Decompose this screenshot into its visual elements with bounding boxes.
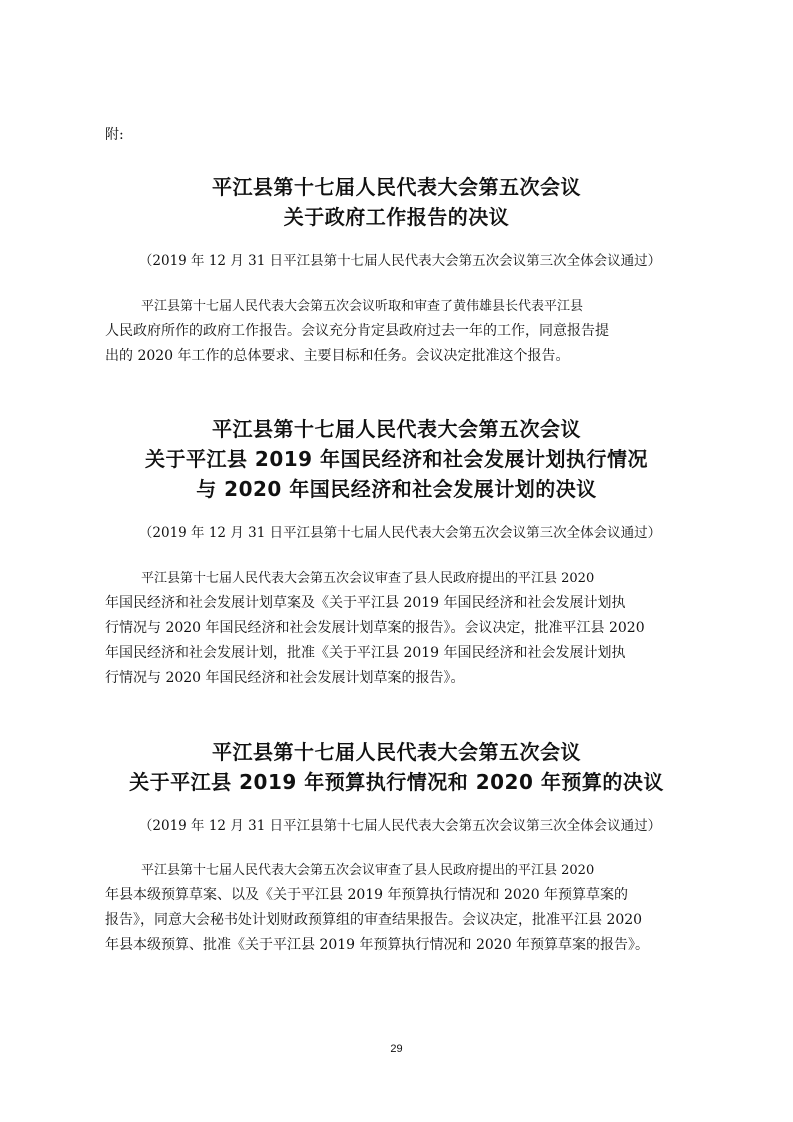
body-line: 行情况与 2020 年国民经济和社会发展计划草案的报告》。 bbox=[105, 670, 465, 686]
section-1-body bbox=[105, 294, 691, 369]
section-3-title bbox=[0, 737, 793, 797]
page-number: 29 bbox=[390, 1043, 403, 1055]
body-line: 年县本级预算草案、以及《关于平江县 2019 年预算执行情况和 2020 年预算草案的 bbox=[105, 887, 629, 903]
title-line: 平江县第十七届人民代表大会第五次会议 bbox=[212, 740, 581, 764]
section-1-title bbox=[0, 172, 793, 232]
body-line: 平江县第十七届人民代表大会第五次会议审查了县人民政府提出的平江县 2020 bbox=[141, 571, 595, 586]
section-3-note: （2019 年 12 月 31 日平江县第十七届人民代表大会第五次会议第三次全体会议通过） bbox=[138, 818, 662, 834]
body-line: 行情况与 2020 年国民经济和社会发展计划草案的报告》。会议决定，批准平江县 2020 bbox=[105, 620, 645, 636]
section-2-body bbox=[105, 566, 691, 691]
title-line: 关于平江县 2019 年国民经济和社会发展计划执行情况 bbox=[144, 447, 649, 471]
body-line: 年县本级预算、批准《关于平江县 2019 年预算执行情况和 2020 年预算草案的报告》。 bbox=[105, 937, 650, 953]
body-line: 年国民经济和社会发展计划，批准《关于平江县 2019 年国民经济和社会发展计划执 bbox=[105, 645, 626, 661]
title-line: 与 2020 年国民经济和社会发展计划的决议 bbox=[196, 477, 597, 501]
title-line: 关于平江县 2019 年预算执行情况和 2020 年预算的决议 bbox=[129, 770, 664, 794]
body-line: 报告》，同意大会秘书处计划财政预算组的审查结果报告。会议决定，批准平江县 2020 bbox=[105, 912, 643, 928]
title-line: 平江县第十七届人民代表大会第五次会议 bbox=[212, 417, 581, 441]
section-3-body bbox=[105, 858, 691, 958]
section-1-note: （2019 年 12 月 31 日平江县第十七届人民代表大会第五次会议第三次全体会议通过） bbox=[138, 253, 662, 269]
attachment-label: 附: bbox=[105, 127, 124, 143]
body-line: 平江县第十七届人民代表大会第五次会议审查了县人民政府提出的平江县 2020 bbox=[141, 863, 595, 878]
section-2-note: （2019 年 12 月 31 日平江县第十七届人民代表大会第五次会议第三次全体会议通过） bbox=[138, 525, 662, 541]
body-line: 年国民经济和社会发展计划草案及《关于平江县 2019 年国民经济和社会发展计划执 bbox=[105, 595, 626, 611]
body-line: 人民政府所作的政府工作报告。会议充分肯定县政府过去一年的工作，同意报告提 bbox=[105, 323, 609, 339]
section-2-title bbox=[0, 414, 793, 504]
body-line: 平江县第十七届人民代表大会第五次会议听取和审查了黄伟雄县长代表平江县 bbox=[141, 299, 584, 314]
title-line: 平江县第十七届人民代表大会第五次会议 bbox=[212, 175, 581, 199]
body-line: 出的 2020 年工作的总体要求、主要目标和任务。会议决定批准这个报告。 bbox=[105, 348, 570, 364]
title-line: 关于政府工作报告的决议 bbox=[283, 205, 510, 229]
